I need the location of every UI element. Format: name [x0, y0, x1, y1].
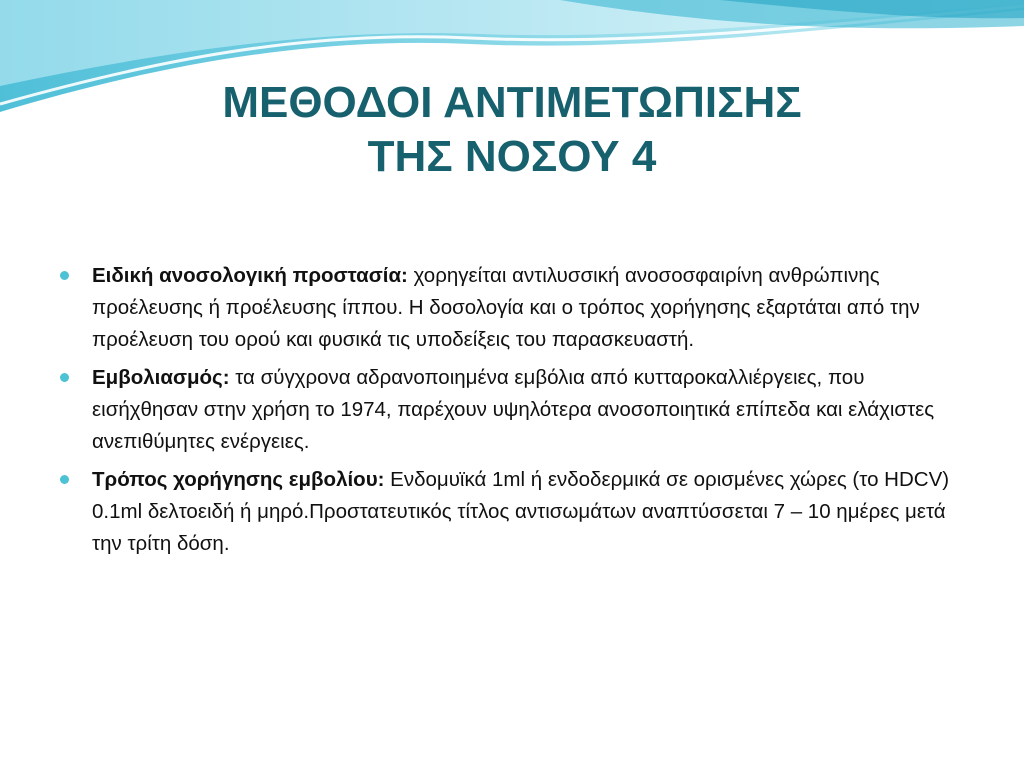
bullet-term: Εμβολιασμός: — [92, 366, 230, 389]
bullet-text: Ενδομυϊκά 1ml ή ενδοδερμικά σε ορισμένες χώρες (το HDCV) 0.1ml δελτοειδή ή μηρό.Προστατευτικός τίτλος αντισωμάτων αναπτύσσεται 7 – 10 ημέρες μετά την τρίτη δόση. — [92, 468, 950, 555]
bullet-list — [56, 260, 971, 566]
bullet-text: χορηγείται αντιλυσσική ανοσοσφαιρίνη ανθρώπινης προέλευσης ή προέλευσης ίππου. Η δοσολογία και ο τρόπος χορήγησης εξαρτάται από την προέλευση του ορού και φυσικά τις υποδείξεις του παρασκευαστή. — [92, 264, 920, 351]
bullet-item — [56, 464, 971, 560]
bullet-text: τα σύγχρονα αδρανοποιημένα εμβόλια από κυτταροκαλλιέργειες, που εισήχθησαν στην χρήση το 1974, παρέχουν υψηλότερα ανοσοποιητικά επίπεδα και ελάχιστες ανεπιθύμητες ενέργειες. — [92, 366, 935, 453]
bullet-dot-icon — [60, 271, 69, 280]
bullet-term: Ειδική ανοσολογική προστασία: — [92, 264, 408, 287]
title-line-1: ΜΕΘΟΔΟΙ ΑΝΤΙΜΕΤΩΠΙΣΗΣ — [222, 78, 802, 127]
bullet-item — [56, 260, 971, 356]
slide-title — [60, 76, 964, 184]
bullet-term: Τρόπος χορήγησης εμβολίου: — [92, 468, 385, 491]
title-line-2: ΤΗΣ ΝΟΣΟΥ 4 — [367, 132, 657, 181]
bullet-dot-icon — [60, 475, 69, 484]
bullet-dot-icon — [60, 373, 69, 382]
bullet-item — [56, 362, 971, 458]
